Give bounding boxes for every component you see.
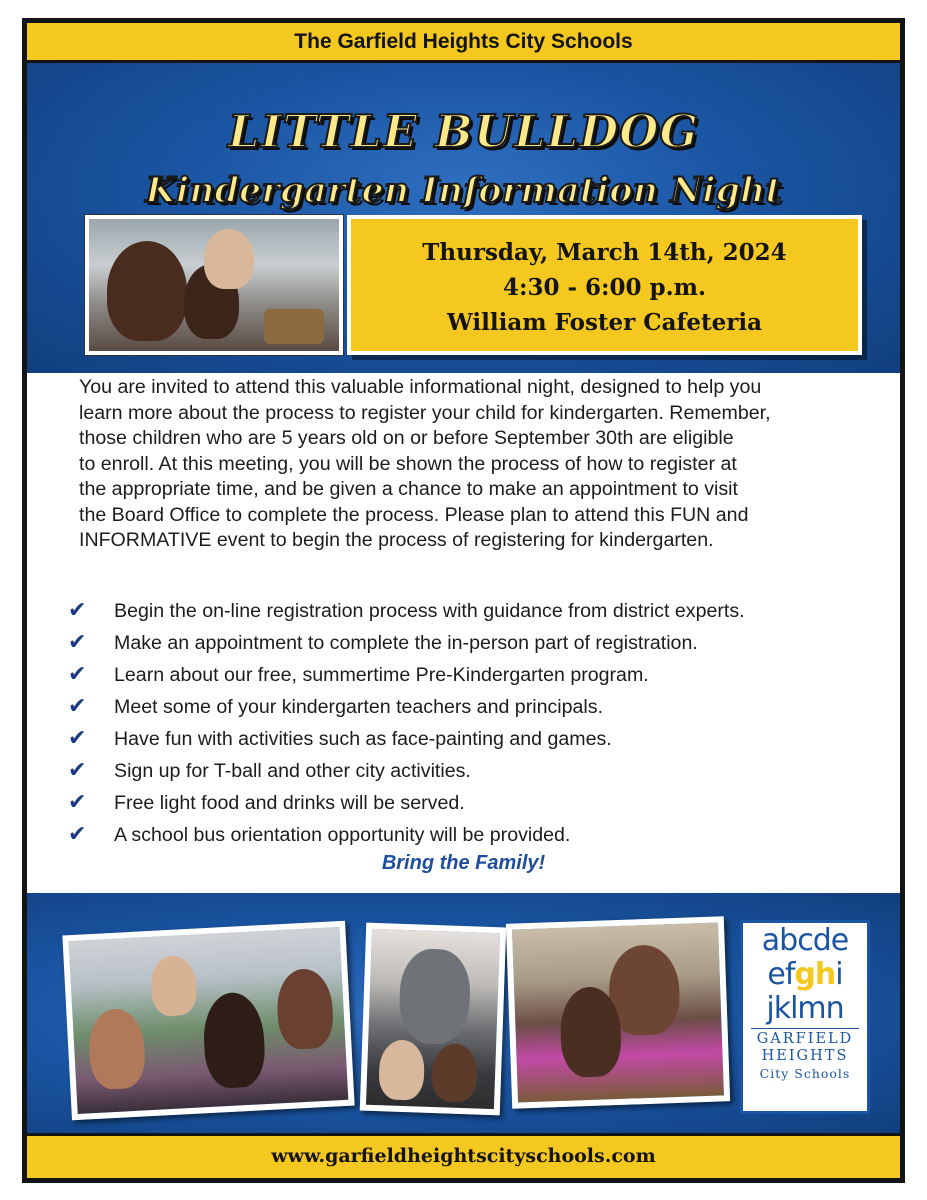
children-photo — [85, 215, 343, 355]
checkmark-icon: ✔ — [68, 694, 87, 719]
logo-divider — [751, 1028, 859, 1029]
list-item — [67, 723, 867, 755]
activity-checklist — [67, 595, 867, 851]
logo-letters-part: i — [835, 957, 843, 992]
website-footer — [27, 1133, 900, 1178]
list-item — [67, 787, 867, 819]
checkmark-icon: ✔ — [68, 598, 87, 623]
logo-letters-row: abcde — [761, 923, 849, 958]
intro-line: to enroll. At this meeting, you will be shown the process of how to register at — [79, 452, 737, 475]
intro-line: INFORMATIVE event to begin the process of registering for kindergarten. — [79, 529, 714, 551]
event-date: Thursday, March 14th, 2024 — [422, 239, 787, 266]
child-figure — [107, 241, 187, 341]
list-item — [67, 627, 867, 659]
list-item-label: Sign up for T-ball and other city activities. — [114, 760, 471, 782]
teacher-figure — [204, 229, 254, 289]
classroom-photo — [62, 921, 354, 1121]
website-link[interactable]: www.garfieldheightscityschools.com — [271, 1145, 656, 1167]
intro-line: those children who are 5 years old on or before September 30th are eligible — [79, 427, 734, 449]
list-item-label: A school bus orientation opportunity will be provided. — [114, 824, 571, 846]
district-header: The Garfield Heights City Schools — [27, 23, 900, 63]
intro-line: the Board Office to complete the process. Please plan to attend this FUN and — [79, 503, 749, 526]
logo-name-line: HEIGHTS — [761, 1048, 849, 1064]
title-band — [27, 63, 900, 373]
list-item — [67, 755, 867, 787]
logo-name-line: GARFIELD — [756, 1031, 854, 1047]
checkmark-icon: ✔ — [68, 630, 87, 655]
mascot-figure — [398, 948, 471, 1045]
intro-line: the appropriate time, and be given a chance to make an appointment to visit — [79, 478, 738, 500]
checkmark-icon: ✔ — [68, 758, 87, 783]
tagline: Bring the Family! — [381, 852, 546, 874]
page-subtitle: Kindergarten Information Night — [145, 170, 782, 211]
logo-letters-row — [743, 959, 867, 991]
district-logo — [740, 920, 870, 1114]
intro-paragraph — [79, 375, 869, 554]
event-time: 4:30 - 6:00 p.m. — [502, 274, 706, 301]
intro-line: You are invited to attend this valuable informational night, designed to help you — [79, 376, 762, 398]
mascot-photo — [360, 923, 506, 1116]
checkmark-icon: ✔ — [68, 822, 87, 847]
list-item-label: Learn about our free, summertime Pre-Kindergarten program. — [114, 664, 649, 686]
list-item — [67, 819, 867, 851]
checkmark-icon: ✔ — [68, 726, 87, 751]
flyer — [22, 18, 905, 1183]
list-item — [67, 659, 867, 691]
logo-name-line: City Schools — [759, 1066, 851, 1081]
child-figure — [431, 1043, 478, 1103]
checkmark-icon: ✔ — [68, 790, 87, 815]
teacher-figure — [150, 955, 198, 1017]
list-item-label: Free light food and drinks will be served. — [114, 792, 465, 814]
page-title: LITTLE BULLDOG — [228, 105, 699, 158]
intro-line: learn more about the process to register your child for kindergarten. Remember, — [79, 401, 771, 424]
child-figure — [87, 1007, 146, 1090]
family-photo — [506, 916, 730, 1108]
logo-letters-part: ef — [767, 957, 795, 992]
child-figure — [202, 991, 267, 1089]
event-location: William Foster Cafeteria — [446, 309, 763, 336]
checkmark-icon: ✔ — [68, 662, 87, 687]
list-item-label: Have fun with activities such as face-painting and games. — [114, 728, 612, 750]
list-item — [67, 691, 867, 723]
list-item — [67, 595, 867, 627]
child-figure — [378, 1039, 425, 1101]
lunch-tray — [264, 309, 324, 344]
child-figure — [275, 968, 334, 1051]
logo-highlight-letters: gh — [794, 957, 836, 992]
list-item-label: Make an appointment to complete the in-person part of registration. — [114, 632, 698, 654]
event-details — [347, 215, 862, 355]
logo-letters-row: jklmn — [766, 991, 844, 1026]
list-item-label: Meet some of your kindergarten teachers and principals. — [114, 696, 604, 718]
list-item-label: Begin the on-line registration process with guidance from district experts. — [114, 600, 745, 622]
